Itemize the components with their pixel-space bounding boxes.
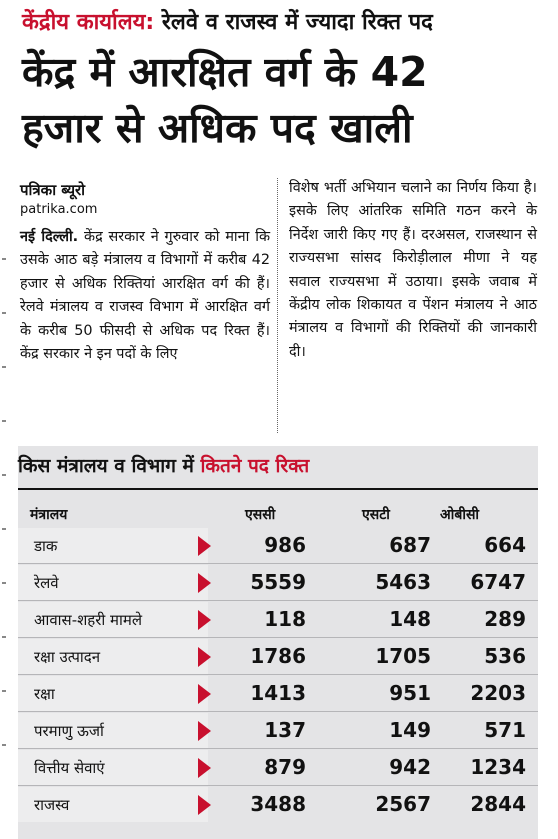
row-obc-value: 6747 (470, 570, 526, 594)
row-ministry: रेलवे (34, 574, 59, 592)
table-row (18, 787, 538, 823)
table-title-red: कितने पद रिक्त (200, 455, 310, 477)
margin-mark (2, 312, 6, 314)
kicker-text: रेलवे व राजस्व में ज्यादा रिक्त पद (161, 10, 433, 35)
table-row (18, 676, 538, 712)
row-ministry: परमाणु ऊर्जा (34, 722, 104, 740)
row-obc-value: 536 (484, 644, 526, 668)
row-separator (18, 674, 538, 675)
headline-line-1: केंद्र में आरक्षित वर्ग के 42 (22, 48, 428, 96)
row-separator (18, 563, 538, 564)
article-column-right (289, 177, 537, 364)
byline-site: patrika.com (20, 202, 98, 217)
row-obc-value: 289 (484, 607, 526, 631)
header-obc: ओबीसी (440, 507, 480, 523)
row-separator (18, 748, 538, 749)
row-st-value: 942 (389, 755, 431, 779)
margin-mark (2, 690, 6, 692)
row-st-value: 1705 (375, 644, 431, 668)
row-separator (18, 711, 538, 712)
row-obc-value: 1234 (470, 755, 526, 779)
row-ministry: डाक (34, 537, 58, 555)
row-st-value: 148 (389, 607, 431, 631)
row-ministry: रक्षा उत्पादन (34, 648, 101, 666)
margin-mark (2, 420, 6, 422)
margin-mark (2, 582, 6, 584)
row-sc-value: 1786 (250, 644, 306, 668)
margin-mark (2, 474, 6, 476)
row-separator (18, 785, 538, 786)
dateline: नई दिल्ली. (20, 229, 79, 245)
row-sc-value: 137 (264, 718, 306, 742)
table-title-rule (18, 488, 538, 490)
margin-mark (2, 258, 6, 260)
headline-line-2: हजार से अधिक पद खाली (22, 104, 413, 152)
header-ministry: मंत्रालय (30, 507, 68, 523)
row-obc-value: 571 (484, 718, 526, 742)
row-ministry: राजस्व (34, 796, 70, 814)
row-obc-value: 2844 (470, 792, 526, 816)
row-ministry: आवास-शहरी मामले (34, 611, 143, 629)
table-row (18, 713, 538, 749)
row-sc-value: 1413 (250, 681, 306, 705)
row-obc-value: 664 (484, 533, 526, 557)
byline-agency: पत्रिका ब्यूरो (20, 181, 86, 199)
row-st-value: 2567 (375, 792, 431, 816)
table-row (18, 750, 538, 786)
row-separator (18, 637, 538, 638)
row-st-value: 5463 (375, 570, 431, 594)
row-obc-value: 2203 (470, 681, 526, 705)
kicker (22, 6, 552, 40)
article-column-left (20, 226, 270, 366)
row-st-value: 149 (389, 718, 431, 742)
margin-mark (2, 366, 6, 368)
table-row (18, 528, 538, 564)
row-sc-value: 5559 (250, 570, 306, 594)
table-row (18, 565, 538, 601)
header-sc: एससी (245, 507, 276, 523)
headline (22, 44, 552, 156)
row-separator (18, 600, 538, 601)
row-st-value: 687 (389, 533, 431, 557)
row-sc-value: 3488 (250, 792, 306, 816)
table-row (18, 639, 538, 675)
table-title (18, 452, 309, 478)
article-right-text: विशेष भर्ती अभियान चलाने का निर्णय किया है। इसके लिए आंतरिक समिति गठन करने के निर्देश जारी किए गए हैं। दरअसल, राजस्थान से राज्यसभा सांसद किरोड़ीलाल मीणा ने यह सवाल राज्यसभा में उठाया। इसके जवाब में केंद्रीय लोक शिकायत व पेंशन मंत्रालय ने आठ मंत्रालय व विभागों की रिक्तियों की जानकारी दी। (289, 180, 537, 360)
column-divider (277, 178, 278, 433)
table-row (18, 602, 538, 638)
table-title-black: किस मंत्रालय व विभाग में (18, 455, 194, 477)
kicker-section: केंद्रीय कार्यालय: (22, 10, 155, 35)
margin-mark (2, 528, 6, 530)
margin-mark (2, 744, 6, 746)
row-sc-value: 986 (264, 533, 306, 557)
margin-mark (2, 636, 6, 638)
row-ministry: रक्षा (34, 685, 55, 703)
header-st: एसटी (362, 507, 390, 523)
row-st-value: 951 (389, 681, 431, 705)
article-left-text: केंद्र सरकार ने गुरुवार को माना कि उसके आठ बड़े मंत्रालय व विभागों में करीब 42 हजार से अधिक रिक्तियां आरक्षित वर्ग की हैं। रेलवे मंत्रालय व राजस्व विभाग में आरक्षित वर्ग के करीब 50 फीसदी से अधिक पद रिक्त हैं। केंद्र सरकार ने इन पदों के लिए (20, 229, 271, 363)
row-sc-value: 879 (264, 755, 306, 779)
row-sc-value: 118 (264, 607, 306, 631)
row-ministry: वित्तीय सेवाएं (34, 759, 105, 777)
